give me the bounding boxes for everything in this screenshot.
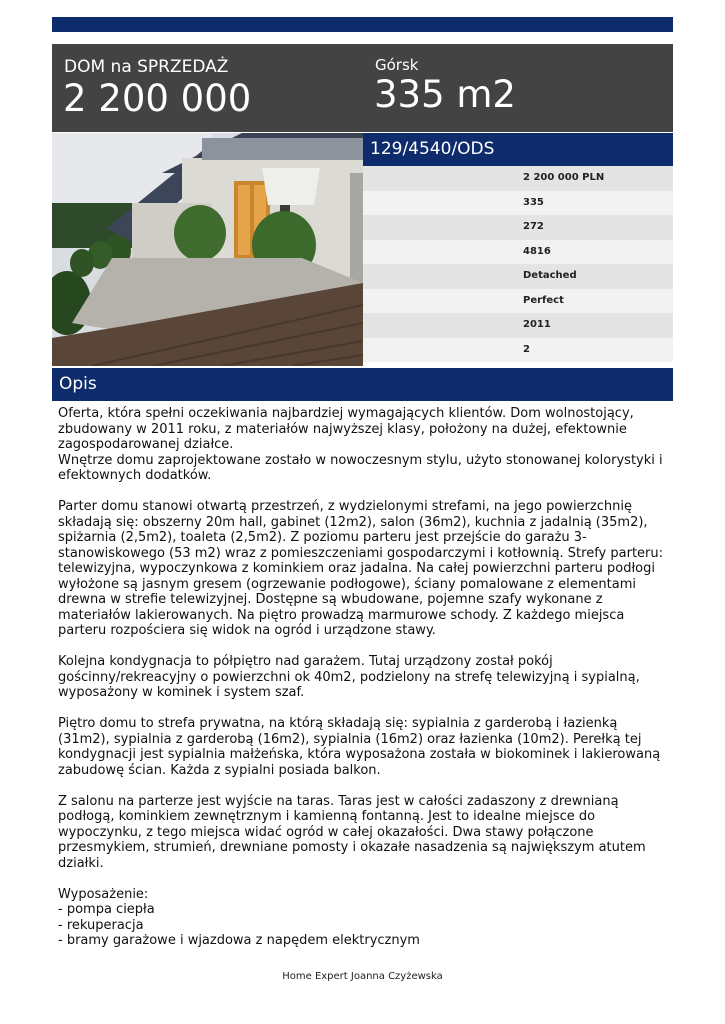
details-row-house-type: Detached	[363, 264, 673, 289]
listing-city: Górsk	[375, 56, 419, 74]
description-paragraph: Oferta, która spełni oczekiwania najbardziej wymagających klientów. Dom wolnostojący, zbudowany w 2011 roku, z materiałów najwyższej klasy, położony na dużej, efektownie zagospodarowanej działce. Wnętrze domu zaprojektowane zostało w nowoczesnym stylu, użyto stonowanej kolorystyki i efektownych dodatków.	[58, 406, 663, 483]
details-row-area: 335	[363, 191, 673, 216]
details-row-price: 2 200 000 PLN	[363, 166, 673, 191]
footer-agency: Home Expert Joanna Czyżewska	[282, 971, 443, 982]
listing-price: 2 200 000	[63, 77, 252, 120]
description-paragraph: Z salonu na parterze jest wyjście na taras. Taras jest w całości zadaszony z drewnianą podłogą, kominkiem zewnętrznym i kamienną fontanną. Jest to idealne miejsce do wypoczynku, z tego miejsca widać ogród w całej okazałości. Dwa stawy połączone przesmykiem, strumień, drewniane pomosty i okazałe nasadzenia są największym atutem działki.	[58, 793, 646, 871]
equipment-list: Wyposażenie: - pompa ciepła - rekuperacja - bramy garażowe i wjazdowa z napędem elektrycznym	[58, 886, 420, 948]
details-row-floors: 2	[363, 338, 673, 363]
details-row-condition: Perfect	[363, 289, 673, 314]
details-row-plot-area: 4816	[363, 240, 673, 265]
listing-header	[52, 44, 673, 132]
listing-area: 335 m2	[374, 73, 516, 116]
details-table	[363, 166, 673, 362]
details-row-year-built: 2011	[363, 313, 673, 338]
description-paragraph: Parter domu stanowi otwartą przestrzeń, z wydzielonymi strefami, na jego powierzchnię składają się: obszerny 20m hall, gabinet (12m2), salon (36m2), kuchnia z jadalnią (35m2), spiżarnia (2,5m2), toaleta (2,5m2). Z poziomu parteru jest przejście do garażu 3-stanowiskowego (53 m2) wraz z pomieszczeniami gospodarczymi i kotłownią. Strefy parteru: telewizyjna, wypoczynkowa z kominkiem oraz jadalna. Na całej powierzchni parteru podłogi wyłożone są jasnym gresem (ogrzewanie podłogowe), ściany pomalowane z elementami drewna w strefie telewizyjnej. Dostępne są wbudowane, pojemne szafy wykonane z materiałów lakierowanych. Na piętro prowadzą marmurowe schody. Z każdego miejsca parteru rozpościera się widok na ogród i urządzone stawy.	[58, 499, 664, 638]
description-paragraph: Piętro domu to strefa prywatna, na którą składają się: sypialnia z garderobą i łazienką (31m2), sypialnia z garderobą (16m2), sypialnia (16m2) oraz łazienka (10m2). Perełką tej kondygnacji jest sypialnia małżeńska, która wyposażona została w biokominek i lakierowaną zabudowę ścian. Każda z sypialni posiada balkon.	[58, 716, 661, 778]
description-body	[58, 406, 670, 964]
property-photo	[52, 133, 363, 366]
listing-reference: 129/4540/ODS	[363, 133, 673, 166]
description-paragraph: Kolejna kondygnacja to półpiętro nad garażem. Tutaj urządzony został pokój gościnny/rekreacyjny o powierzchni ok 40m2, podzielony na strefę telewizyjną i sypialną, wyposażony w kominek i system szaf.	[58, 654, 640, 700]
description-heading: Opis	[52, 368, 673, 401]
listing-type: DOM na SPRZEDAŻ	[64, 57, 229, 77]
top-accent-bar	[52, 17, 673, 32]
details-row-usable-area: 272	[363, 215, 673, 240]
